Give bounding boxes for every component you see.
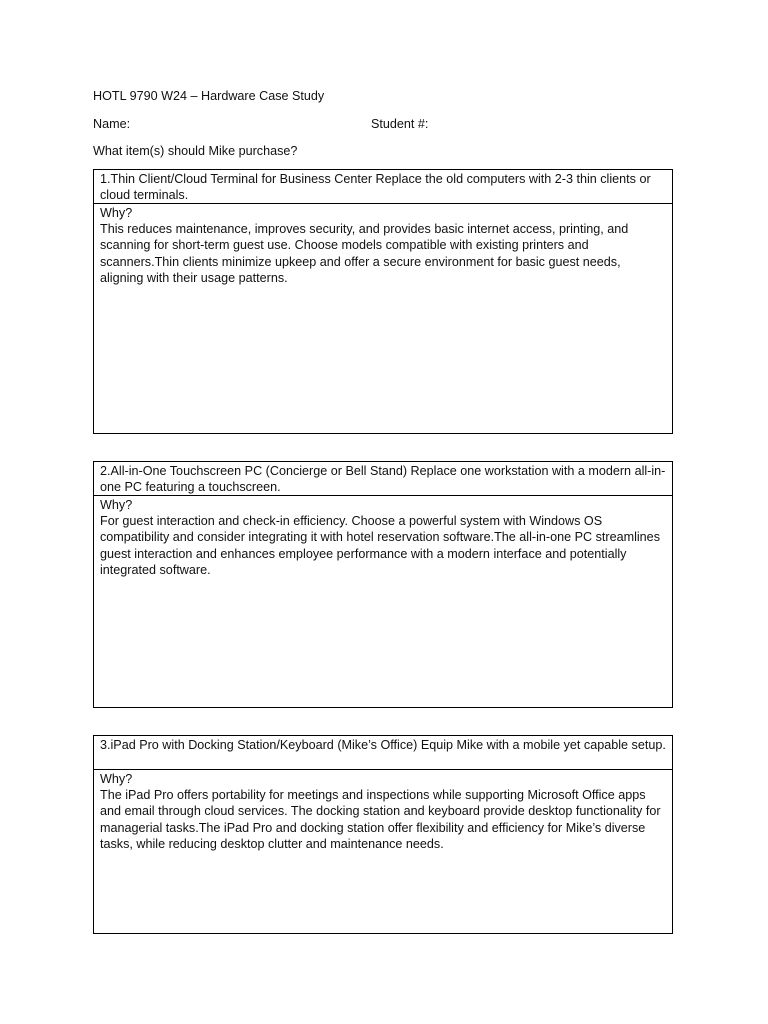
answer-box-2 xyxy=(93,461,673,708)
item-2-title: 2.All-in-One Touchscreen PC (Concierge or Bell Stand) Replace one workstation with a modern all-in-one PC featuring a touchscreen. xyxy=(94,462,672,496)
item-1-answer: This reduces maintenance, improves security, and provides basic internet access, printing, and scanning for short-term guest use. Choose models compatible with existing printers and scanners.Thin clients minimize upkeep and offer a secure environment for basic guest needs, aligning with their usage patterns. xyxy=(100,222,629,285)
item-3-body xyxy=(94,770,672,852)
item-3-why-label: Why? xyxy=(100,772,133,786)
name-label: Name: xyxy=(93,117,131,131)
item-1-body xyxy=(94,204,672,286)
item-1-title: 1.Thin Client/Cloud Terminal for Business Center Replace the old computers with 2-3 thin clients or cloud terminals. xyxy=(94,170,672,204)
student-number-label: Student #: xyxy=(371,117,429,131)
answer-box-1 xyxy=(93,169,673,434)
item-2-answer: For guest interaction and check-in efficiency. Choose a powerful system with Windows OS compatibility and consider integrating it with hotel reservation software.The all-in-one PC streamlines guest interaction and enhances employee performance with a modern interface and potentially integrated software. xyxy=(100,514,660,577)
answer-box-3 xyxy=(93,735,673,934)
course-title: HOTL 9790 W24 – Hardware Case Study xyxy=(93,89,325,103)
question-text: What item(s) should Mike purchase? xyxy=(93,144,298,158)
item-2-body xyxy=(94,496,672,578)
item-1-why-label: Why? xyxy=(100,206,133,220)
item-2-why-label: Why? xyxy=(100,498,133,512)
item-3-title: 3.iPad Pro with Docking Station/Keyboard (Mike’s Office) Equip Mike with a mobile yet capable setup. xyxy=(94,736,672,770)
item-3-answer: The iPad Pro offers portability for meetings and inspections while supporting Microsoft Office apps and email through cloud services. The docking station and keyboard provide desktop functionality for managerial tasks.The iPad Pro and docking station offer flexibility and efficiency for Mike’s diverse tasks, while reducing desktop clutter and maintenance needs. xyxy=(100,788,661,851)
